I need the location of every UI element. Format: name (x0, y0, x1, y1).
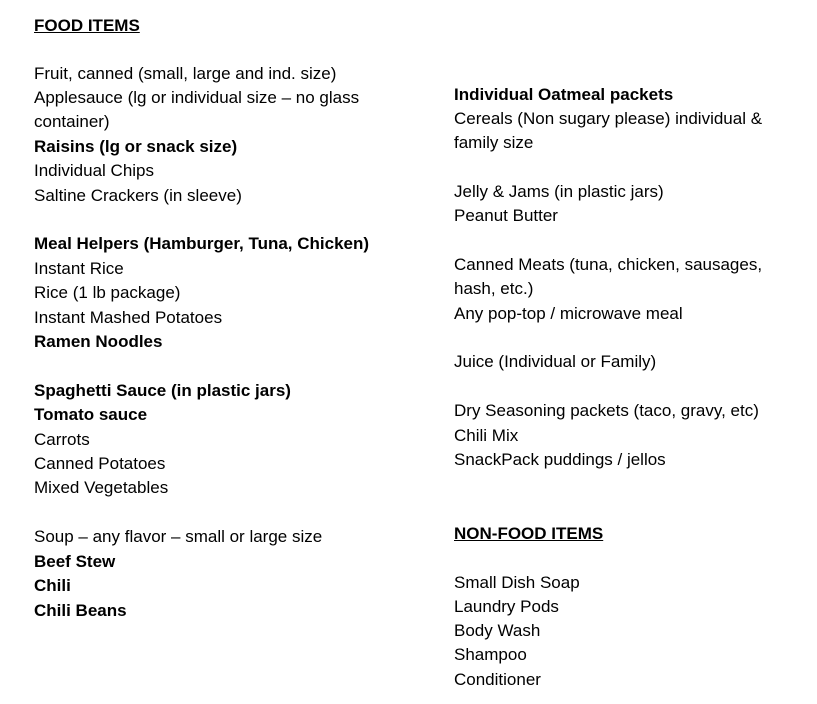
list-item: Small Dish Soap (454, 573, 580, 592)
list-item: Conditioner (454, 670, 541, 689)
list-item: Dry Seasoning packets (taco, gravy, etc) (454, 401, 759, 420)
list-item: Spaghetti Sauce (in plastic jars) (34, 381, 291, 400)
list-item: Body Wash (454, 621, 541, 640)
list-item: Juice (Individual or Family) (454, 352, 657, 371)
food-items-heading: FOOD ITEMS (34, 16, 140, 35)
list-item: Instant Mashed Potatoes (34, 308, 223, 327)
list-item: Rice (1 lb package) (34, 283, 181, 302)
list-item: Chili Beans (34, 601, 127, 620)
list-item: Peanut Butter (454, 206, 558, 225)
list-item: Mixed Vegetables (34, 478, 169, 497)
list-item: Cereals (Non sugary please) individual & (454, 109, 763, 128)
list-item: Canned Meats (tuna, chicken, sausages, (454, 255, 763, 274)
list-item: Shampoo (454, 645, 527, 664)
list-item: Tomato sauce (34, 405, 148, 424)
list-item: Instant Rice (34, 259, 124, 278)
list-item: Saltine Crackers (in sleeve) (34, 186, 242, 205)
list-item: Soup – any flavor – small or large size (34, 527, 323, 546)
list-item: Raisins (lg or snack size) (34, 137, 238, 156)
list-item: Jelly & Jams (in plastic jars) (454, 182, 664, 201)
list-item: Ramen Noodles (34, 332, 163, 351)
list-item: container) (34, 112, 110, 131)
list-item: family size (454, 133, 534, 152)
list-item: Fruit, canned (small, large and ind. size) (34, 64, 337, 83)
list-item: Chili (34, 576, 71, 595)
list-item: Individual Chips (34, 161, 155, 180)
list-item: Beef Stew (34, 552, 116, 571)
list-item: Carrots (34, 430, 90, 449)
non-food-items-heading: NON-FOOD ITEMS (454, 524, 604, 543)
list-item: Meal Helpers (Hamburger, Tuna, Chicken) (34, 234, 370, 253)
list-item: Chili Mix (454, 426, 519, 445)
list-item: Any pop-top / microwave meal (454, 304, 683, 323)
list-item: Canned Potatoes (34, 454, 166, 473)
list-item: Individual Oatmeal packets (454, 85, 674, 104)
list-item: Applesauce (lg or individual size – no glass (34, 88, 360, 107)
list-item: Laundry Pods (454, 597, 559, 616)
list-item: hash, etc.) (454, 279, 534, 298)
list-item: SnackPack puddings / jellos (454, 450, 666, 469)
